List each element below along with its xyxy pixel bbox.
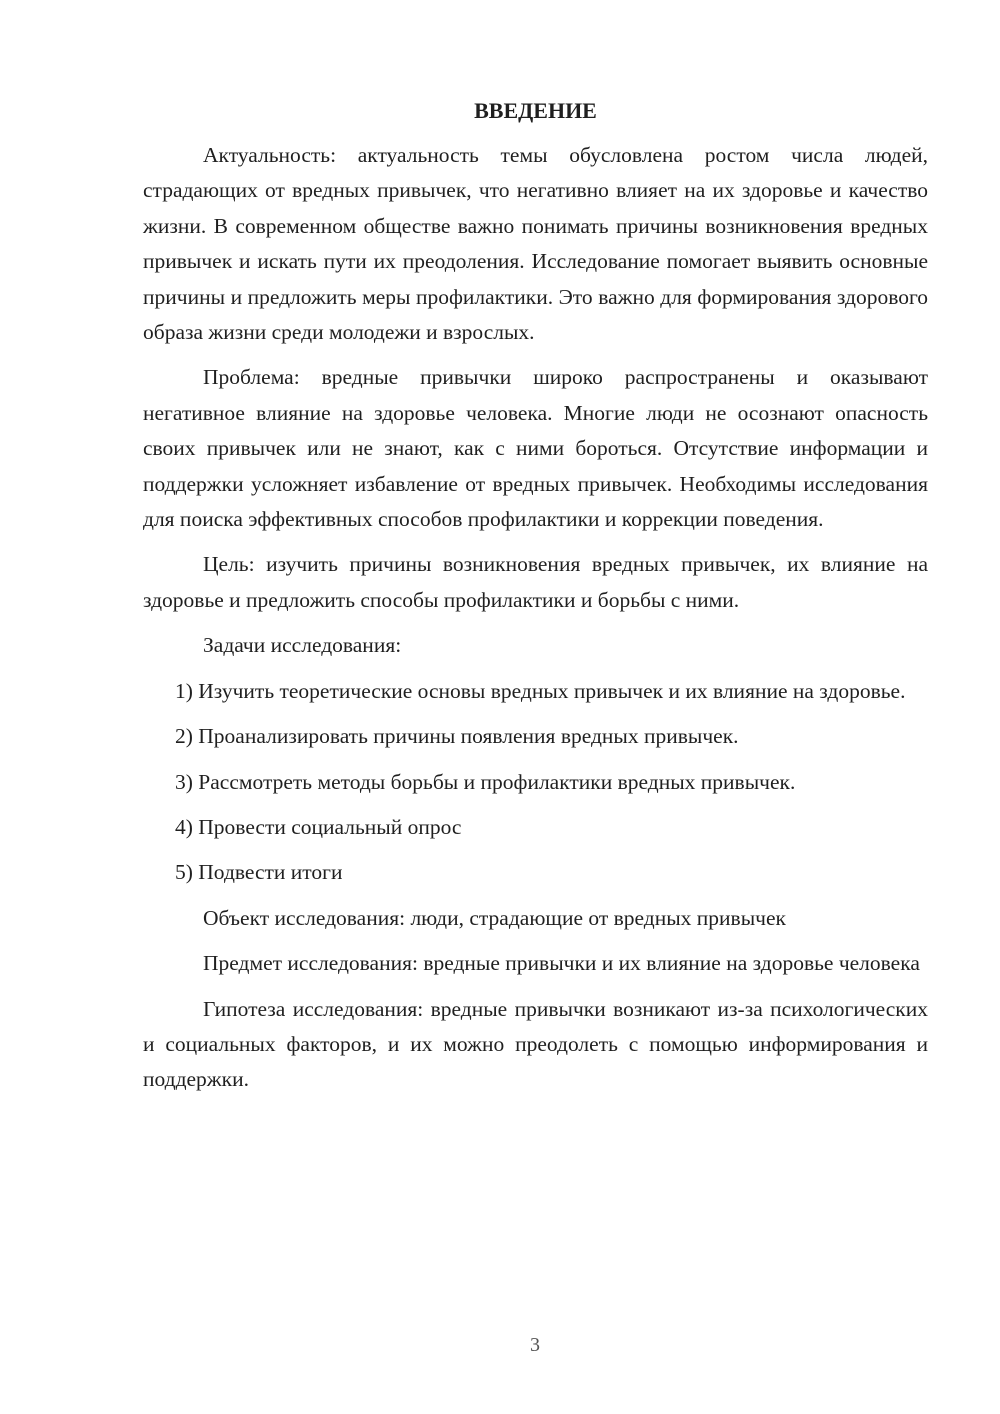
task-item-2: 2) Проанализировать причины появления вредных привычек. (175, 724, 739, 749)
tasks-heading: Задачи исследования: (203, 633, 402, 658)
task-item-3: 3) Рассмотреть методы борьбы и профилактики вредных привычек. (175, 769, 796, 794)
paragraph-relevance: Актуальность: актуальность темы обусловлена ростом числа людей, страдающих от вредных привычек, что негативно влияет на их здоровье и качество жизни. В современном обществе важно понимать причины возникновения вредных привычек и искать пути их преодоления. Исследование помогает выявить основные причины и предложить меры профилактики. Это важно для формирования здорового образа жизни среди молодежи и взрослых. (143, 143, 928, 345)
paragraph-problem: Проблема: вредные привычки широко распространены и оказывают негативное влияние на здоровье человека. Многие люди не осознают опасность своих привычек или не знают, как с ними бороться. Отсутствие информации и поддержки усложняет избавление от вредных привычек. Необходимы исследования для поиска эффективных способов профилактики и коррекции поведения. (143, 365, 928, 532)
task-item-1: 1) Изучить теоретические основы вредных привычек и их влияние на здоровье. (175, 678, 906, 703)
task-item-5: 5) Подвести итоги (175, 860, 343, 885)
page-number: 3 (530, 1334, 540, 1356)
paragraph-subject: Предмет исследования: вредные привычки и их влияние на здоровье человека (203, 951, 920, 976)
document-page (143, 96, 928, 1108)
paragraph-hypothesis: Гипотеза исследования: вредные привычки возникают из-за психологических и социальных факторов, и их можно преодолеть с помощью информирования и поддержки. (143, 996, 928, 1092)
paragraph-object: Объект исследования: люди, страдающие от вредных привычек (203, 905, 786, 930)
paragraph-goal: Цель: изучить причины возникновения вредных привычек, их влияние на здоровье и предложить способы профилактики и борьбы с ними. (143, 552, 928, 612)
section-heading: ВВЕДЕНИЕ (474, 98, 597, 123)
task-item-4: 4) Провести социальный опрос (175, 814, 462, 839)
